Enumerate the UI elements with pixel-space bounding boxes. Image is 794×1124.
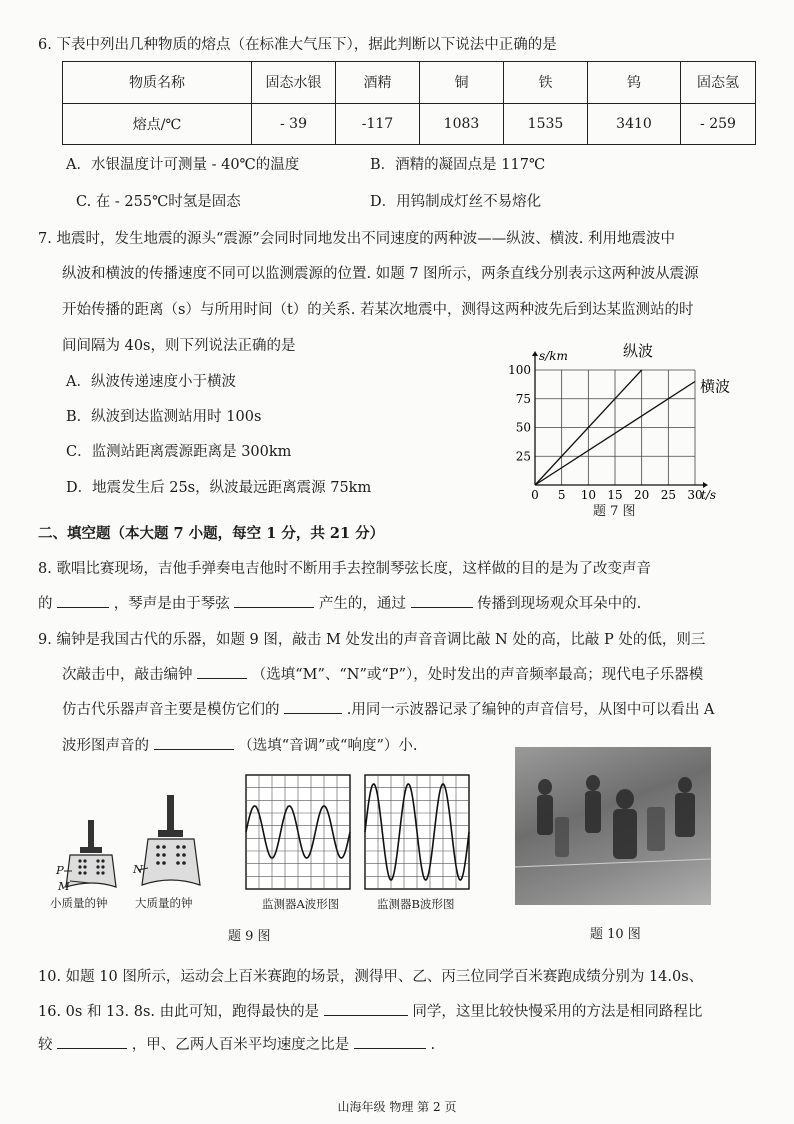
answer-blank[interactable] [57,1034,127,1049]
chart-x-tick-label: 25 [660,488,676,500]
chart-series-label: 横波 [700,377,731,396]
chart-y-arrow [532,351,538,356]
table-cell: 1083 [420,103,504,145]
q8-line2 [38,592,641,613]
chart-y-tick-label: 100 [508,363,531,377]
q6-option-b: B．酒精的凝固点是 117℃ [370,157,546,173]
chart-x-axis-label: t/s [701,488,717,500]
table-cell: 铁 [504,62,588,104]
q6-stem: 6. 下表中列出几种物质的熔点（在标准大气压下），据此判断以下说法中正确的是 [38,37,557,53]
table-cell: 3410 [588,103,681,145]
q10-line1: 10. 如题 10 图所示，运动会上百米赛跑的场景，测得甲、乙、丙三位同学百米赛跑成绩分别为 14.0s、 [38,969,704,985]
chart-y-tick-label: 50 [515,420,531,435]
q10-figure-caption: 题 10 图 [590,927,641,942]
q9-text: 次敲击中，敲击编钟 [62,667,193,683]
q7-line: 间间隔为 40s，则下列说法正确的是 [62,338,296,354]
q9-line3 [62,698,714,719]
page-footer: 山海年级 物理 第 2 页 [337,1100,457,1114]
q8-text: 的 [38,596,53,612]
table-cell: 熔点/℃ [63,103,252,145]
q7-option-c: C．监测站距离震源距离是 300km [66,444,292,460]
table-cell: 铜 [420,62,504,104]
q10-text: ，甲、乙两人百米平均速度之比是 [131,1037,350,1053]
q9-text: （选填“音调”或“响度”）小. [238,738,418,754]
table-cell: 钨 [588,62,681,104]
q6-option-d: D．用钨制成灯丝不易熔化 [370,194,542,210]
q10-text: 16. 0s 和 13. 8s. 由此可知，跑得最快的是 [38,1004,320,1020]
q8-text: 传播到现场观众耳朵中的. [477,596,642,612]
race-photo-figures [515,747,711,905]
q7-option-b: B．纵波到达监测站用时 100s [66,409,262,425]
q7-line: 开始传播的距离（s）与所用时间（t）的关系. 若某次地震中，测得这两种波先后到达某监测站的时 [62,302,694,318]
oscilloscope-a [243,772,353,892]
scope-b-caption: 监测器B波形图 [377,897,455,911]
q10-text: . [430,1037,436,1053]
q10-line3 [38,1033,435,1054]
answer-blank[interactable] [324,1001,408,1016]
answer-blank[interactable] [234,593,314,608]
answer-blank[interactable] [354,1034,426,1049]
chart-y-axis-label: s/km [539,349,568,363]
answer-blank[interactable] [197,664,247,679]
q9-text: 波形图声音的 [62,738,149,754]
q8-text: 产生的，通过 [318,596,406,612]
chart-y-tick-label: 75 [515,391,531,406]
q7-line: 纵波和横波的传播速度不同可以监测震源的位置. 如题 7 图所示，两条直线分别表示这两种波从震源 [62,266,699,282]
table-cell: 固态水银 [252,62,336,104]
answer-blank[interactable] [284,699,342,714]
table-row [63,103,756,145]
q7-line: 7. 地震时，发生地震的源头“震源”会同时同地发出不同速度的两种波——纵波、横波. 利用地震波中 [38,231,675,247]
table-header-row [63,62,756,104]
table-cell: - 259 [681,103,756,145]
chart-series-label: 纵波 [623,342,654,360]
q9-line2 [62,663,703,684]
table-cell: 物质名称 [63,62,252,104]
q9-line1: 9. 编钟是我国古代的乐器，如题 9 图，敲击 M 处发出的声音音调比敲 N 处的高，比敲 P 处的低，则三 [38,632,706,648]
q7-figure-caption: 题 7 图 [593,504,636,519]
table-cell: 1535 [504,103,588,145]
bells-figure [50,775,220,915]
large-bell-caption: 大质量的钟 [135,896,193,910]
bell-label-n: N [133,862,144,876]
section-heading: 二、填空题（本大题 7 小题，每空 1 分，共 21 分） [38,525,385,542]
answer-blank[interactable] [57,593,109,608]
chart-x-tick-label: 20 [634,488,650,500]
race-photo [515,747,711,905]
q7-chart [505,340,755,500]
chart-x-tick-label: 0 [531,488,539,500]
q10-text: 同学，这里比较快慢采用的方法是相同路程比 [412,1004,703,1020]
small-bell [64,820,116,887]
q6-option-c: C. 在 - 255℃时氢是固态 [76,194,241,210]
q10-text: 较 [38,1037,53,1053]
table-cell: -117 [336,103,420,145]
oscilloscope-b [362,772,472,892]
q9-text: .用同一示波器记录了编钟的声音信号，从图中可以看出 A [346,702,715,718]
table-cell: - 39 [252,103,336,145]
scope-a-caption: 监测器A波形图 [262,897,340,911]
q9-text: （选填“M”、“N”或“P”），处时发出的声音频率最高；现代电子乐器模 [251,667,704,683]
q7-option-a: A．纵波传递速度小于横波 [66,374,236,390]
q10-line2 [38,1000,702,1021]
melting-point-table [62,61,756,145]
table-cell: 固态氢 [681,62,756,104]
q9-figure-caption: 题 9 图 [228,929,271,944]
q6-option-a: A．水银温度计可测量 - 40℃的温度 [66,157,300,173]
chart-y-tick-label: 25 [515,449,531,464]
q8-line1: 8. 歌唱比赛现场，吉他手弹奏电吉他时不断用手去控制琴弦长度，这样做的目的是为了改变声音 [38,561,651,577]
answer-blank[interactable] [154,735,234,750]
q7-option-d: D．地震发生后 25s，纵波最远距离震源 75km [66,480,372,496]
table-cell: 酒精 [336,62,420,104]
chart-x-tick-label: 5 [557,488,566,500]
large-bell [138,795,200,885]
chart-x-tick-label: 15 [607,488,623,500]
bell-label-m: M [58,879,70,893]
q9-text: 仿古代乐器声音主要是模仿它们的 [62,702,280,718]
bell-label-p: P [56,863,64,877]
chart-x-tick-label: 30 [687,488,703,500]
q8-text: ，琴声是由于琴弦 [113,596,230,612]
chart-x-tick-label: 10 [580,488,596,500]
answer-blank[interactable] [411,593,473,608]
small-bell-caption: 小质量的钟 [50,896,108,910]
q9-line4 [62,734,417,755]
